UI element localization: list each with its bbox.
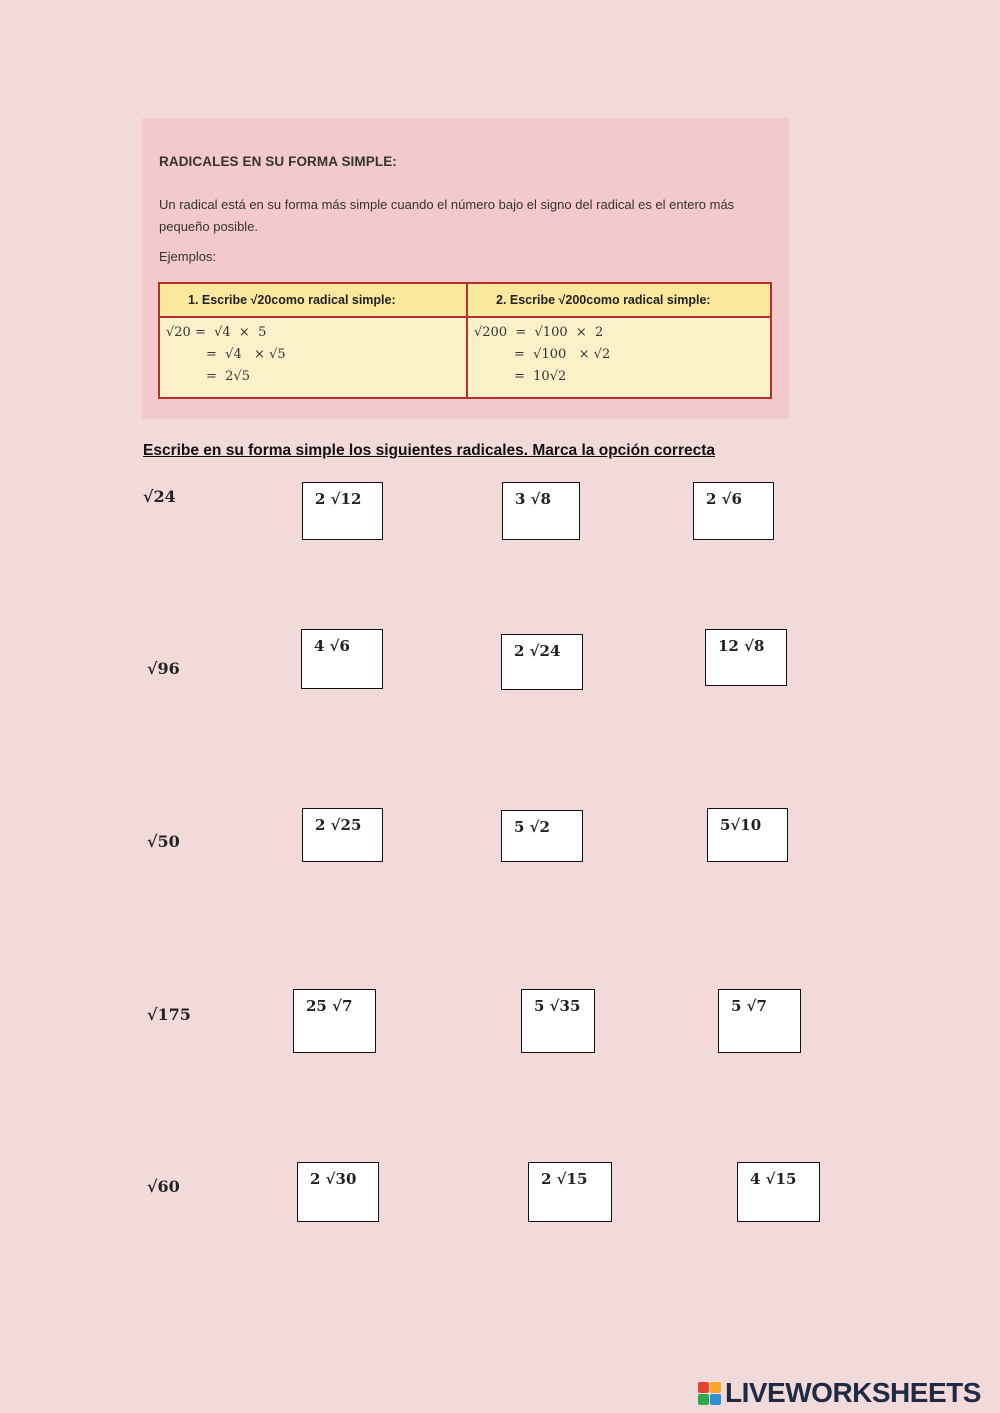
option-label: 4 √15 (750, 1170, 797, 1188)
option-box[interactable] (301, 629, 383, 689)
info-card (142, 118, 789, 419)
option-label: 25 √7 (306, 997, 353, 1015)
example2-line: = 10√2 (514, 369, 567, 384)
option-box[interactable] (302, 482, 383, 540)
example2-header: 2. Escribe √200como radical simple: (466, 284, 770, 318)
liveworksheets-logo-icon (698, 1382, 721, 1405)
option-label: 12 √8 (718, 637, 765, 655)
examples-table (158, 282, 772, 399)
option-box[interactable] (502, 482, 580, 540)
option-box[interactable] (521, 989, 595, 1053)
logo-square (710, 1382, 721, 1393)
option-label: 2 √6 (706, 490, 742, 508)
option-box[interactable] (528, 1162, 612, 1222)
option-box[interactable] (501, 810, 583, 862)
example2-line: = √100 × √2 (514, 347, 611, 362)
option-label: 2 √15 (541, 1170, 588, 1188)
example1-line: √20 = √4 × 5 (166, 325, 267, 340)
option-box[interactable] (501, 634, 583, 690)
example1-line: = √4 × √5 (206, 347, 286, 362)
problem-label: √24 (143, 487, 176, 506)
option-label: 5√10 (720, 816, 762, 834)
problem-label: √60 (147, 1177, 180, 1196)
problem-label: √50 (147, 832, 180, 851)
problem-label: √96 (147, 659, 180, 678)
example1-body (160, 318, 466, 397)
brand (698, 1378, 981, 1408)
option-label: 2 √25 (315, 816, 362, 834)
example2-line: √200 = √100 × 2 (474, 325, 604, 340)
option-box[interactable] (693, 482, 774, 540)
option-box[interactable] (297, 1162, 379, 1222)
info-title: RADICALES EN SU FORMA SIMPLE: (159, 154, 397, 169)
option-label: 2 √12 (315, 490, 362, 508)
option-label: 5 √35 (534, 997, 581, 1015)
logo-square (698, 1394, 709, 1405)
option-label: 2 √24 (514, 642, 561, 660)
option-box[interactable] (707, 808, 788, 862)
option-box[interactable] (293, 989, 376, 1053)
examples-label: Ejemplos: (159, 249, 217, 264)
option-label: 5 √2 (514, 818, 550, 836)
option-label: 4 √6 (314, 637, 350, 655)
option-box[interactable] (705, 629, 787, 686)
option-box[interactable] (737, 1162, 820, 1222)
option-label: 3 √8 (515, 490, 551, 508)
info-text: Un radical está en su forma más simple cuando el número bajo el signo del radical es el entero más pequeño posible. (159, 197, 735, 234)
example1-line: = 2√5 (206, 369, 250, 384)
problem-label: √175 (147, 1005, 191, 1024)
option-label: 2 √30 (310, 1170, 357, 1188)
example2-body (466, 318, 770, 397)
option-box[interactable] (718, 989, 801, 1053)
brand-name: LIVEWORKSHEETS (725, 1377, 981, 1408)
option-label: 5 √7 (731, 997, 767, 1015)
logo-square (698, 1382, 709, 1393)
logo-square (710, 1394, 721, 1405)
option-box[interactable] (302, 808, 383, 862)
example1-header: 1. Escribe √20como radical simple: (160, 284, 466, 318)
instruction: Escribe en su forma simple los siguientes radicales. Marca la opción correcta (143, 442, 716, 459)
